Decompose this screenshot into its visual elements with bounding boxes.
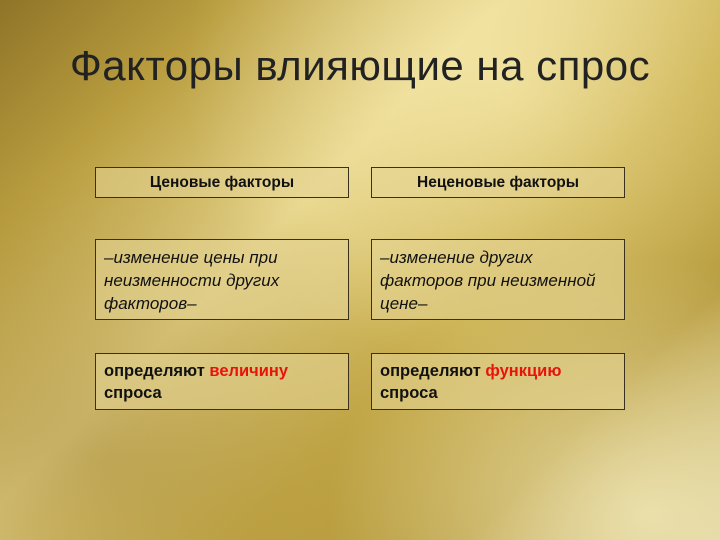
price-factors-description: –изменение цены при неизменности других факторов– [95,239,349,320]
conclusion-prefix: определяют [104,362,210,380]
quantity-demanded-keyword: величину [209,362,288,380]
conclusion-prefix: определяют [380,362,486,380]
non-price-factors-conclusion [371,353,625,410]
conclusion-suffix: спроса [104,384,162,402]
demand-function-keyword: функцию [485,362,562,380]
non-price-factors-header: Неценовые факторы [371,167,625,198]
price-factors-header: Ценовые факторы [95,167,349,198]
conclusion-suffix: спроса [380,384,438,402]
slide-title: Факторы влияющие на спрос [69,42,651,89]
price-factors-conclusion [95,353,349,410]
non-price-factors-description: –изменение других факторов при неизменной цене– [371,239,625,320]
